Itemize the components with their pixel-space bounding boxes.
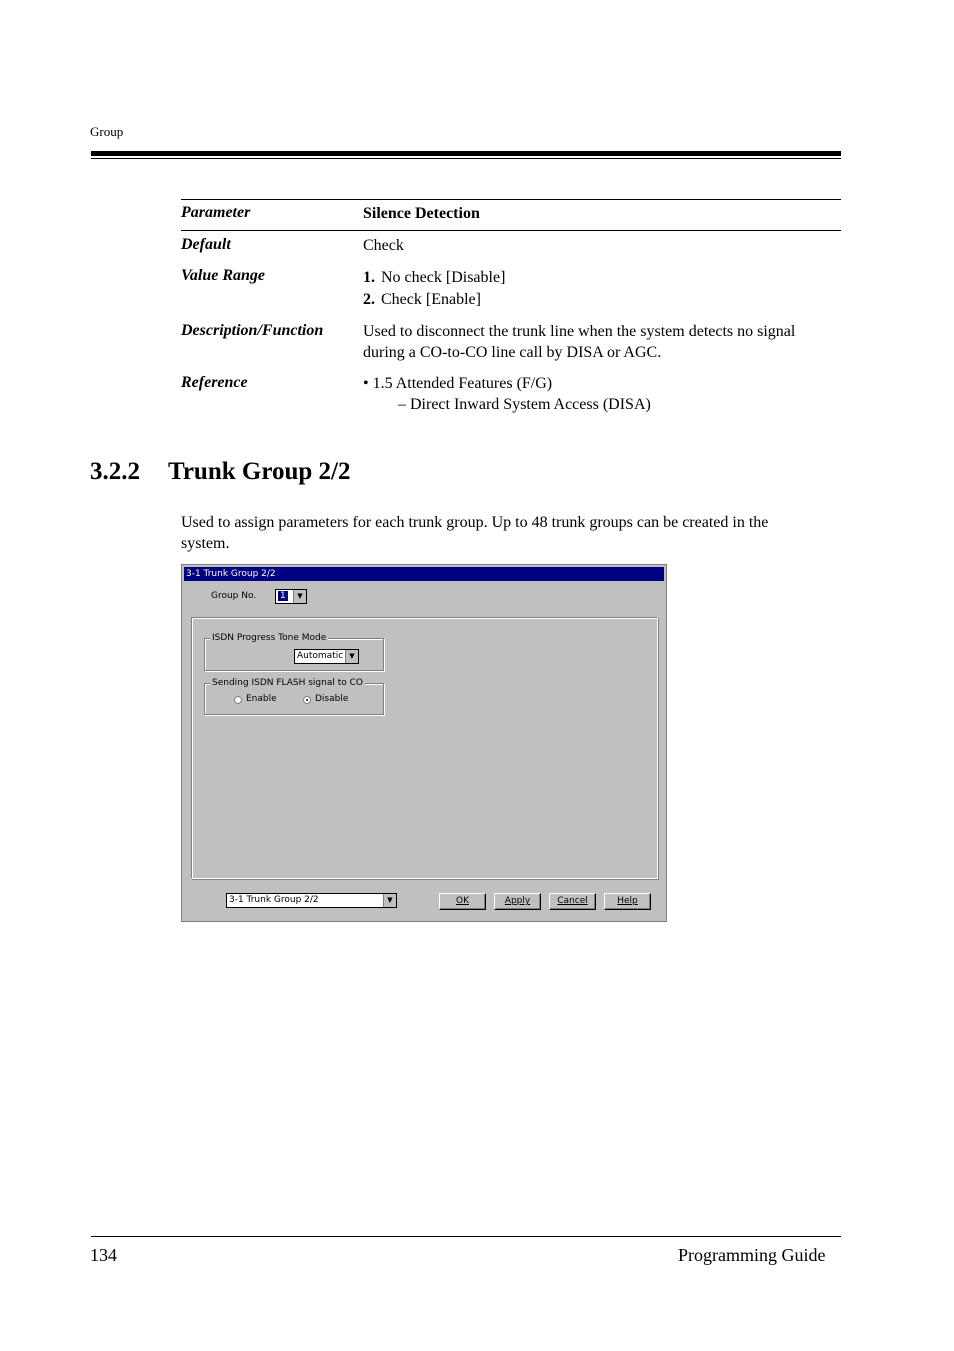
chevron-down-icon[interactable]: ▼: [345, 650, 358, 663]
reference-line-2: – Direct Inward System Access (DISA): [398, 396, 651, 413]
footer-rule: [91, 1236, 841, 1237]
chevron-down-icon[interactable]: ▼: [293, 590, 306, 603]
apply-button[interactable]: Apply: [494, 893, 541, 910]
value-range-item-2: 2. Check [Enable]: [363, 291, 481, 308]
group-no-select[interactable]: [275, 589, 307, 604]
trunk-group-dialog: [181, 564, 667, 922]
running-header: Group: [90, 124, 124, 139]
description-line-2: during a CO-to-CO line call by DISA or AGC.: [363, 344, 662, 361]
radio-enable-label: Enable: [246, 694, 277, 704]
default-label: Default: [181, 236, 231, 253]
screen-selector-value: 3-1 Trunk Group 2/2: [229, 895, 319, 905]
radio-disable-label: Disable: [315, 694, 349, 704]
flash-signal-legend: Sending ISDN FLASH signal to CO: [212, 678, 363, 688]
section-intro: [181, 512, 841, 554]
screen-selector[interactable]: [226, 893, 397, 908]
section-number: 3.2.2: [90, 458, 140, 485]
isdn-tone-group: [204, 633, 384, 671]
reference-label: Reference: [181, 374, 248, 391]
isdn-tone-legend: ISDN Progress Tone Mode: [212, 633, 327, 643]
header-rule-thick: [91, 151, 841, 156]
intro-line-2: system.: [181, 535, 230, 552]
dialog-titlebar: 3-1 Trunk Group 2/2: [184, 567, 664, 581]
page-number: 134: [90, 1245, 117, 1265]
section-heading: [90, 458, 350, 486]
table-header-rule: [181, 230, 841, 231]
isdn-tone-select[interactable]: [294, 649, 359, 664]
chevron-down-icon[interactable]: ▼: [383, 894, 396, 907]
ok-button[interactable]: OK: [439, 893, 486, 910]
header-rule-thin: [91, 158, 841, 159]
group-no-label: Group No.: [211, 591, 257, 601]
footer-title: Programming Guide: [678, 1245, 826, 1265]
radio-enable[interactable]: [234, 696, 242, 704]
cancel-button[interactable]: Cancel: [549, 893, 596, 910]
isdn-tone-value: Automatic: [297, 651, 344, 661]
reference-line-1: • 1.5 Attended Features (F/G): [363, 375, 553, 392]
value-range-label: Value Range: [181, 267, 266, 284]
table-top-rule: [181, 199, 841, 200]
parameter-label: Parameter: [181, 204, 251, 221]
parameter-value: Silence Detection: [363, 205, 480, 222]
section-title: Trunk Group 2/2: [168, 458, 351, 485]
default-value: Check: [363, 237, 404, 254]
help-button[interactable]: Help: [604, 893, 651, 910]
intro-line-1: Used to assign parameters for each trunk group. Up to 48 trunk groups can be created in the: [181, 514, 769, 531]
flash-signal-group: [204, 678, 384, 715]
radio-disable[interactable]: [303, 696, 311, 704]
description-line-1: Used to disconnect the trunk line when the system detects no signal: [363, 323, 796, 340]
value-range-item-1: 1. No check [Disable]: [363, 269, 506, 286]
group-no-value: 1: [280, 591, 286, 601]
description-label: Description/Function: [181, 322, 324, 339]
